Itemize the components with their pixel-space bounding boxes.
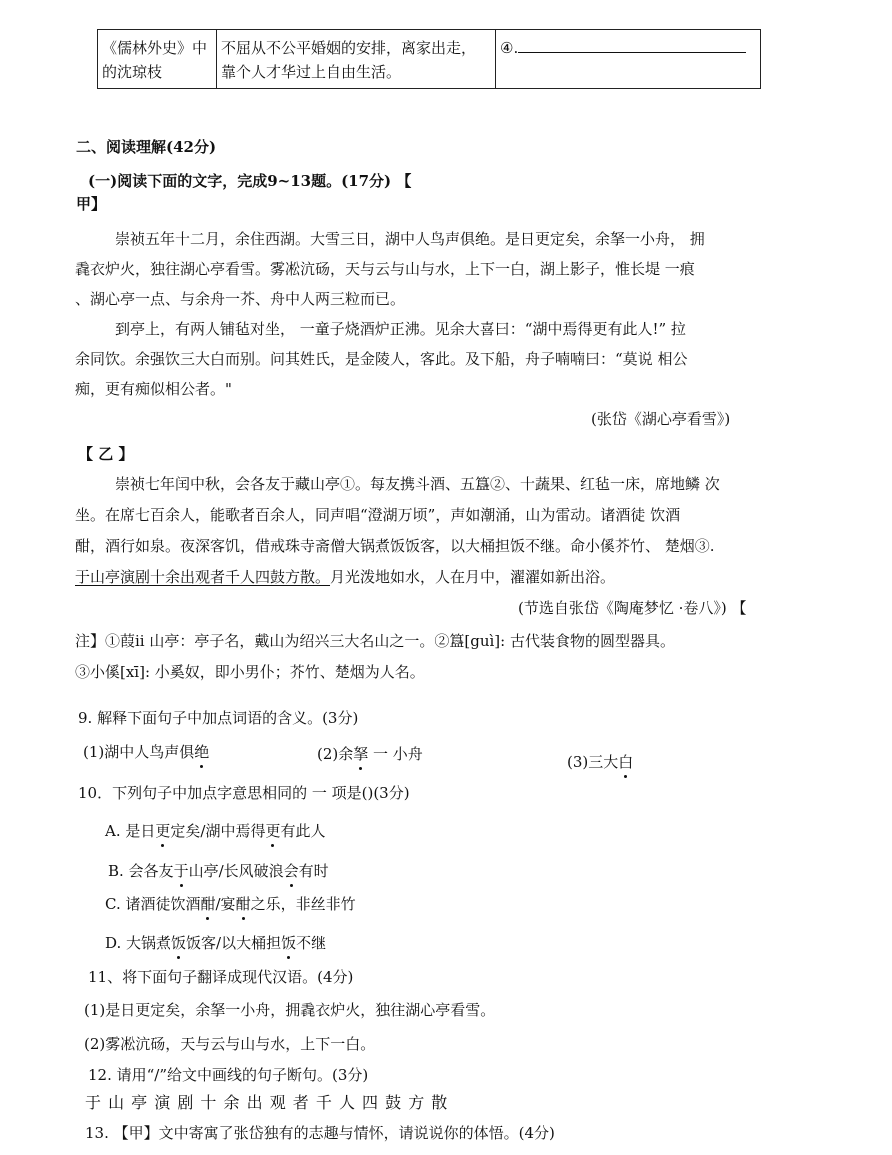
table-cell-description <box>217 30 496 89</box>
note-line2: ③小傒[xī]: 小奚奴，即小男仆；芥竹、楚烟为人名。 <box>75 663 425 681</box>
q10-option-d[interactable] <box>105 932 326 953</box>
option-text: B. 会各友 <box>108 862 174 880</box>
q10-option-a[interactable] <box>105 820 325 841</box>
option-text: 饭客/以大桶担 <box>186 934 282 952</box>
yi-line4-rest: 月光泼地如水，人在月中，濯濯如新出浴。 <box>330 568 616 586</box>
part-title: (一)阅读下面的文字，完成9~13题。(17分) 【 <box>88 172 412 190</box>
table-row <box>98 30 761 89</box>
dotted-word: 酣 <box>200 895 216 913</box>
q9-item3-text: (3)三大 <box>567 753 619 771</box>
q13-stem: 13. 【甲】文中寄寓了张岱独有的志趣与情怀，请说说你的体悟。(4分) <box>85 1124 555 1142</box>
yi-line3: 酣，酒行如泉。夜深客饥，借戒珠寺斋僧大锅煮饭饭客，以大桶担饭不继。命小傒芥竹、 楚烟③. <box>75 537 715 555</box>
option-text: /宴 <box>215 895 236 913</box>
q10-option-b[interactable] <box>108 860 329 881</box>
option-text: 山亭/长风破浪 <box>188 862 284 880</box>
dotted-word: 饭 <box>281 934 297 952</box>
yi-label: 【 乙 】 <box>78 445 134 463</box>
cell-line: 靠个人才华过上自由生活。 <box>221 63 402 81</box>
q9-item2 <box>317 743 423 764</box>
answer-blank[interactable] <box>518 36 746 53</box>
q12-sentence: 于 山 亭 演 剧 十 余 出 观 者 千 人 四 鼓 方 散 <box>85 1093 449 1112</box>
yi-line4 <box>75 566 615 587</box>
part-title-cont: 甲】 <box>76 195 107 213</box>
dotted-word: 绝 <box>194 743 210 761</box>
jia-p1-line2: 毳衣炉火，独往湖心亭看雪。雾凇沆砀，天与云与山与水，上下一白，湖上影子，惟长堤 一痕 <box>75 260 695 278</box>
note-line1: 注】①葭ii 山亭：亭子名，戴山为绍兴三大名山之一。②簋[guì]: 古代装食物的圆型器具。 <box>75 632 675 650</box>
dotted-word: 饭 <box>171 934 187 952</box>
underlined-sentence: 于山亭演剧十余出观者千人四鼓方散。 <box>75 568 331 586</box>
jia-p2-line1: 到亭上，有两人铺毡对坐， 一童子烧酒炉正沸。见余大喜曰：“湖中焉得更有此人!” 拉 <box>115 320 686 338</box>
option-text: D. 大锅煮 <box>105 934 172 952</box>
q12-stem: 12. 请用“/”给文中画线的句子断句。(3分) <box>88 1066 369 1084</box>
option-text: 定矣/湖中焉得 <box>170 822 266 840</box>
option-text: 之乐，非丝非竹 <box>250 895 356 913</box>
comparison-table <box>97 29 761 89</box>
answer-number: ④. <box>500 39 519 57</box>
dotted-word: 白 <box>618 753 634 771</box>
cell-line: 《儒林外史》中 <box>102 39 208 57</box>
q10-option-c[interactable] <box>105 893 356 914</box>
jia-p2-line2: 余同饮。余强饮三大白而别。问其姓氏，是金陵人，客此。及下船，舟子喃喃曰：“莫说 相公 <box>75 350 688 368</box>
dotted-word: 更 <box>155 822 171 840</box>
q9-stem: 9. 解释下面句子中加点词语的含义。(3分) <box>78 709 359 727</box>
yi-line2: 坐。在席七百余人，能歌者百余人，同声唱“澄湖万顷”，声如潮涌，山为雷动。诸酒徒 饮酒 <box>75 506 681 524</box>
option-text: 不继 <box>296 934 327 952</box>
q9-item1 <box>83 741 209 762</box>
section-title: 二、阅读理解(42分) <box>76 138 217 156</box>
dotted-word: 会 <box>283 862 299 880</box>
cell-line: 的沈琼枝 <box>102 63 163 81</box>
option-text: 有时 <box>298 862 329 880</box>
dotted-word: 酣 <box>235 895 251 913</box>
option-text: 有此人 <box>280 822 326 840</box>
cell-line: 不屈从不公平婚姻的安排，离家出走， <box>221 39 477 57</box>
jia-p1-line3: 、湖心亭一点、与余舟一芥、舟中人两三粒而已。 <box>75 290 406 308</box>
dotted-word: 更 <box>265 822 281 840</box>
dotted-word: 于 <box>173 862 189 880</box>
q10-stem: 10．下列句子中加点字意思相同的 一 项是()(3分) <box>78 784 410 802</box>
yi-line1: 崇祯七年闰中秋，会各友于藏山亭①。每友携斗酒、五簋②、十蔬果、红毡一床，席地鳞 次 <box>115 475 720 493</box>
jia-source: (张岱《湖心亭看雪》) <box>591 410 731 428</box>
q11-sentence1: (1)是日更定矣，余拏一小舟，拥毳衣炉火，独往湖心亭看雪。 <box>84 1001 496 1019</box>
jia-p1-line1: 崇祯五年十二月，余住西湖。大雪三日，湖中人鸟声俱绝。是日更定矣，余拏一小舟， 拥 <box>115 230 705 248</box>
q9-item2-rest: 一 小舟 <box>368 745 423 763</box>
table-cell-work <box>98 30 217 89</box>
option-text: C. 诸酒徒饮酒 <box>105 895 201 913</box>
q9-item3 <box>567 751 633 772</box>
q11-stem: 11、将下面句子翻译成现代汉语。(4分) <box>88 968 354 986</box>
q9-item1-text: (1)湖中人鸟声俱 <box>83 743 195 761</box>
q9-item2-text: (2)余 <box>317 745 354 763</box>
table-cell-answer <box>496 30 761 89</box>
q11-sentence2: (2)雾凇沆砀，天与云与山与水，上下一白。 <box>84 1035 376 1053</box>
option-text: A. 是日 <box>105 822 156 840</box>
dotted-word: 拏 <box>353 745 369 763</box>
jia-p2-line3: 痴，更有痴似相公者。" <box>75 380 232 398</box>
yi-source: (节选自张岱《陶庵梦忆 ·卷八》) 【 <box>518 599 747 617</box>
